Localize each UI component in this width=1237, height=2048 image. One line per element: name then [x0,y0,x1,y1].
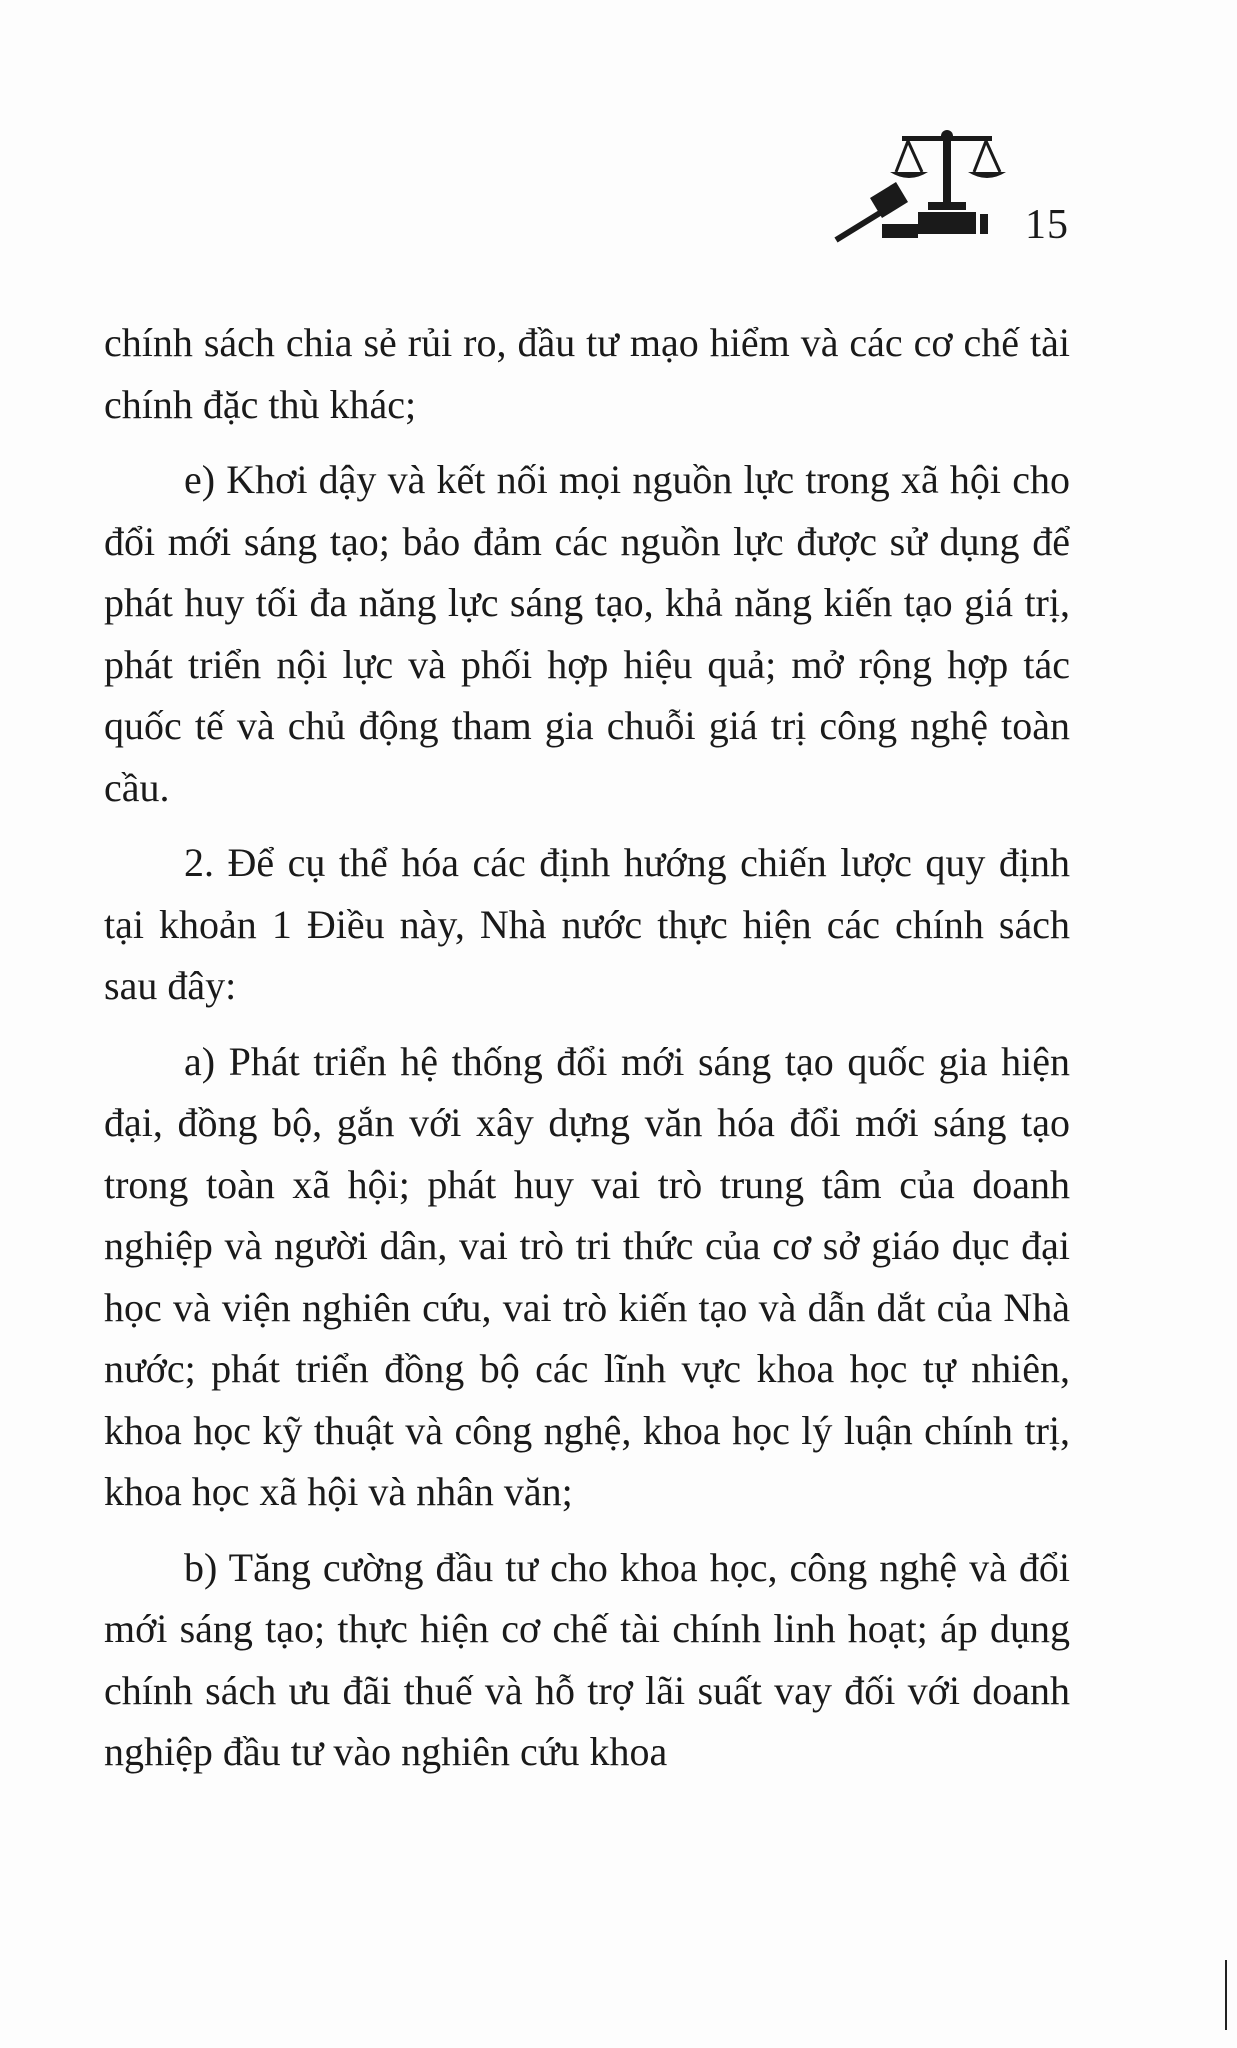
paragraph-point-b: b) Tăng cường đầu tư cho khoa học, công nghệ và đổi mới sáng tạo; thực hiện cơ chế tài chính linh hoạt; áp dụng chính sách ưu đãi thuế và hỗ trợ lãi suất vay đối với doanh nghiệp đầu tư vào nghiên cứu khoa [104,1544,1070,1774]
page-header [820,128,1120,258]
paragraph-clause-2: 2. Để cụ thể hóa các định hướng chiến lược quy định tại khoản 1 Điều này, Nhà nước thực hiện các chính sách sau đây: [104,840,1070,1008]
paragraph-continuation: chính sách chia sẻ rủi ro, đầu tư mạo hiểm và các cơ chế tài chính đặc thù khác; [104,320,1070,427]
body-text [104,312,1070,1783]
scales-of-justice-gavel-icon [830,128,1010,256]
paragraph-point-e: e) Khơi dậy và kết nối mọi nguồn lực trong xã hội cho đổi mới sáng tạo; bảo đảm các nguồn lực được sử dụng để phát huy tối đa năng lực sáng tạo, khả năng kiến tạo giá trị, phát triển nội lực và phối hợp hiệu quả; mở rộng hợp tác quốc tế và chủ động tham gia chuỗi giá trị công nghệ toàn cầu. [104,457,1070,810]
page-edge-mark [1225,1960,1227,2030]
page-number: 15 [1025,202,1069,248]
paragraph-point-a: a) Phát triển hệ thống đổi mới sáng tạo quốc gia hiện đại, đồng bộ, gắn với xây dựng văn hóa đổi mới sáng tạo trong toàn xã hội; phát huy vai trò trung tâm của doanh nghiệp và người dân, vai trò tri thức của cơ sở giáo dục đại học và viện nghiên cứu, vai trò kiến tạo và dẫn dắt của Nhà nước; phát triển đồng bộ các lĩnh vực khoa học tự nhiên, khoa học kỹ thuật và công nghệ, khoa học lý luận chính trị, khoa học xã hội và nhân văn; [104,1038,1070,1514]
